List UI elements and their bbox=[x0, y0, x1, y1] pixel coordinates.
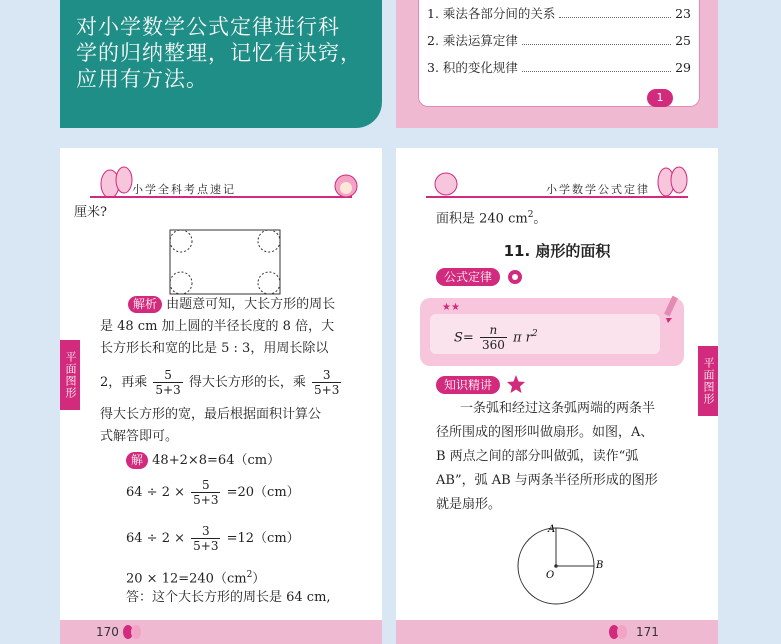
page-footer bbox=[396, 620, 718, 644]
toc-title: 3. 积的变化规律 bbox=[427, 60, 518, 75]
butterfly-icon bbox=[608, 622, 628, 642]
solution-line bbox=[126, 452, 280, 470]
fraction-long: $\frac{5}{5+3}$ bbox=[155, 368, 181, 397]
superscript: 2 bbox=[527, 210, 534, 220]
formula-box bbox=[420, 298, 684, 366]
stars-icon: ★★ bbox=[442, 302, 460, 313]
bunny-ears-icon bbox=[652, 164, 692, 198]
toc-title: 2. 乘法运算定律 bbox=[427, 33, 518, 48]
answer-line: 答：这个大长方形的周长是 64 cm, bbox=[126, 590, 331, 605]
equation-line bbox=[126, 566, 265, 588]
rectangle-circles-figure bbox=[166, 226, 284, 298]
analysis-line: 得大长方形的宽，最后根据面积计算公 bbox=[100, 407, 322, 422]
section-title: 11. 扇形的面积 bbox=[503, 242, 611, 260]
promo-banner bbox=[60, 0, 382, 128]
equation: =20（cm） bbox=[226, 485, 300, 500]
girl-avatar-icon bbox=[330, 170, 362, 198]
toc-dots bbox=[522, 58, 671, 72]
promo-line: 对小学数学公式定律进行科 bbox=[76, 15, 340, 39]
side-tab-plane-figures: 平面图形 bbox=[60, 340, 80, 410]
formula: S= $\frac{n}{360}$ π $r^2$ bbox=[454, 323, 538, 353]
pencil-icon bbox=[660, 294, 682, 324]
equation: 48+2×8=64（cm） bbox=[152, 453, 281, 468]
sector-figure bbox=[508, 520, 608, 610]
equation: 64 ÷ 2 × bbox=[126, 531, 185, 546]
star-icon bbox=[506, 374, 526, 394]
equation-line bbox=[126, 476, 300, 510]
promo-line: 应用有方法。 bbox=[76, 67, 208, 91]
toc-page: 25 bbox=[675, 33, 691, 48]
toc-row bbox=[427, 4, 691, 24]
toc-page: 29 bbox=[675, 60, 691, 75]
page-header: 小学数学公式定律 bbox=[546, 183, 650, 196]
analysis-line: 式解答即可。 bbox=[100, 429, 179, 444]
toc-dots bbox=[559, 4, 671, 18]
continued-text: 厘米? bbox=[74, 205, 107, 220]
continued-text: 面积是 240 $cm^2$。 bbox=[436, 210, 547, 227]
toc-dots bbox=[522, 31, 671, 45]
page-number: 170 bbox=[96, 625, 119, 639]
toc-panel bbox=[396, 0, 718, 128]
knowledge-line: 就是扇形。 bbox=[436, 497, 502, 512]
analysis-tag: 解析 bbox=[128, 296, 162, 313]
equation: ） bbox=[252, 571, 266, 587]
promo-text bbox=[76, 14, 376, 92]
analysis-line-fractions bbox=[100, 366, 343, 400]
analysis-line bbox=[128, 296, 335, 314]
right-page bbox=[396, 148, 718, 644]
fraction-short: $\frac{3}{5+3}$ bbox=[314, 368, 340, 397]
point-a-label: A bbox=[548, 524, 556, 535]
analysis-line: 是 48 cm 加上圆的半径长度的 8 倍，大 bbox=[100, 319, 335, 334]
analysis-text: 得大长方形的长，乘 bbox=[188, 375, 306, 390]
knowledge-line: B 两点之间的部分叫做弧，读作“弧 bbox=[436, 449, 639, 464]
fraction-short: $\frac{3}{5+3}$ bbox=[193, 524, 219, 553]
equation: =12（cm） bbox=[226, 531, 300, 546]
side-tab-plane-figures: 平面图形 bbox=[698, 346, 718, 416]
toc-title: 1. 乘法各部分间的关系 bbox=[427, 6, 556, 21]
knowledge-line: AB”，弧 AB 与两条半径所形成的图形 bbox=[436, 473, 658, 488]
toc-row bbox=[427, 31, 691, 51]
equation: 64 ÷ 2 × bbox=[126, 485, 185, 500]
snail-icon bbox=[506, 268, 524, 286]
superscript: 2 bbox=[246, 570, 253, 580]
analysis-line: 长方形长和宽的比是 5 : 3，用周长除以 bbox=[100, 341, 329, 356]
toc-row bbox=[427, 58, 691, 78]
toc-badge: 1 bbox=[647, 89, 673, 107]
equation-line bbox=[126, 522, 300, 556]
point-o-label: O bbox=[546, 570, 555, 581]
solution-tag: 解 bbox=[126, 452, 148, 469]
butterfly-icon bbox=[122, 622, 142, 642]
fraction-long: $\frac{5}{5+3}$ bbox=[193, 478, 219, 507]
equation: 20 × 12=240（cm bbox=[126, 571, 247, 587]
bunny-avatar-icon bbox=[430, 168, 462, 196]
left-page bbox=[60, 148, 382, 644]
point-b-label: B bbox=[596, 560, 604, 571]
analysis-text: 2，再乘 bbox=[100, 375, 148, 390]
toc-page: 23 bbox=[675, 6, 691, 21]
knowledge-pill: 知识精讲 bbox=[436, 376, 500, 394]
formula-fraction: $\frac{n}{360}$ bbox=[481, 323, 505, 353]
formula-pill: 公式定律 bbox=[436, 268, 500, 286]
knowledge-line: 一条弧和经过这条弧两端的两条半 bbox=[460, 401, 656, 416]
page-header: 小学全科考点速记 bbox=[132, 183, 236, 196]
promo-line: 学的归纳整理，记忆有诀窍， bbox=[76, 41, 362, 65]
page-number: 171 bbox=[636, 625, 659, 639]
analysis-text: 由题意可知，大长方形的周长 bbox=[166, 297, 336, 312]
formula-inner bbox=[430, 314, 660, 354]
knowledge-line: 径所围成的图形叫做扇形。如图，A、 bbox=[436, 425, 654, 440]
